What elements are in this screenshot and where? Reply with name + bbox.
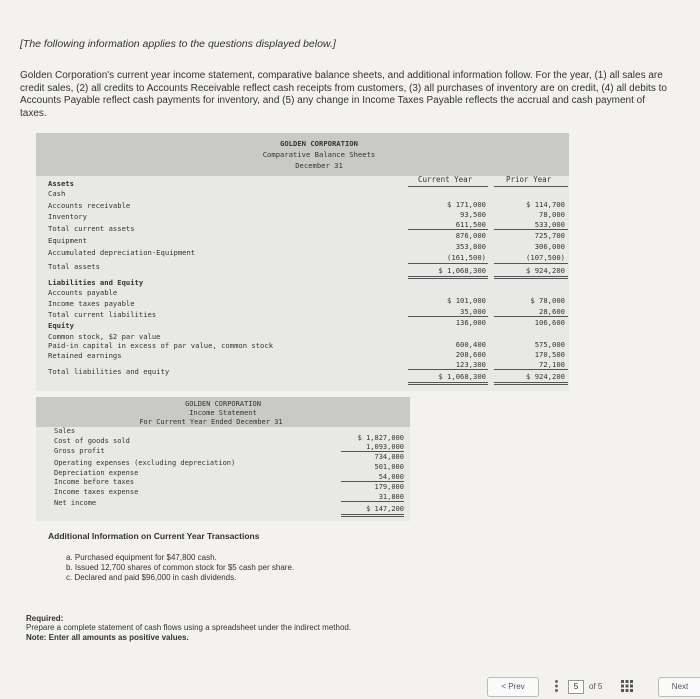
transaction-b: b. Issued 12,700 shares of common stock for $5 cash per share.: [66, 563, 295, 572]
accdep-current: (161,500): [447, 253, 486, 262]
col-header-current: Current Year: [418, 175, 473, 184]
equip-current: 353,800: [455, 242, 486, 251]
rule: [408, 316, 488, 317]
row-label: Equipment: [48, 236, 87, 245]
itp-current: 35,000: [460, 307, 486, 316]
double-rule: [341, 516, 404, 517]
tle-current: $ 1,068,300: [438, 372, 486, 381]
required-text: Prepare a complete statement of cash flows using a spreadsheet under the indirect method.: [26, 623, 352, 632]
rule: [494, 186, 568, 187]
row-label: Sales: [54, 427, 76, 435]
ap-prior: $ 78,000: [530, 296, 565, 305]
cs-current: 600,400: [455, 340, 486, 349]
dep-value: 54,000: [378, 473, 404, 481]
section-assets: Assets: [48, 179, 74, 188]
rule: [494, 316, 568, 317]
sales-value: $ 1,827,000: [357, 434, 404, 442]
double-rule: [494, 276, 568, 277]
ap-current: $ 101,000: [447, 296, 486, 305]
row-label: Income before taxes: [54, 478, 135, 486]
row-label: Paid-in capital in excess of par value, common stock: [48, 341, 274, 350]
tax-value: 31,800: [378, 493, 404, 501]
rule: [408, 229, 488, 230]
row-label: Total current assets: [48, 224, 135, 233]
income-statement: [36, 397, 410, 521]
rule: [408, 369, 488, 370]
grid-icon[interactable]: [621, 680, 633, 692]
row-label: Cash: [48, 189, 66, 198]
row-label: Operating expenses (excluding depreciation): [54, 459, 236, 467]
intro-paragraph: Golden Corporation's current year income statement, comparative balance sheets, and additional information follow. For the year, (1) all sales are credit sales, (2) all credits to Accounts Receivable reflect cash receipts from customers, (3) all purchases of inventory are on credit, (4) all debits to Accounts Payable reflect cash payments for inventory, and (5) any change in Income Taxes Payable reflects the accrual and cash payment of taxes.: [20, 70, 667, 119]
row-label: Total assets: [48, 262, 100, 271]
page-number-input[interactable]: 5: [568, 680, 584, 694]
section-liabilities-equity: Liabilities and Equity: [48, 278, 144, 287]
rule: [341, 451, 404, 452]
ibt-value: 179,000: [374, 483, 404, 491]
balance-sheet-date: December 31: [295, 161, 343, 170]
double-rule: [494, 382, 568, 383]
prev-button[interactable]: < Prev: [487, 677, 539, 697]
row-label: Common stock, $2 par value: [48, 332, 161, 341]
transaction-c: c. Declared and paid $96,000 in cash dividends.: [66, 573, 237, 582]
row-label: Income taxes expense: [54, 488, 139, 496]
ta-current: $ 1,068,300: [438, 266, 486, 275]
transaction-a: a. Purchased equipment for $47,800 cash.: [66, 553, 217, 562]
double-rule: [341, 514, 404, 515]
header-note: [The following information applies to the questions displayed below.]: [20, 38, 336, 50]
tca-prior: 725,700: [534, 231, 565, 240]
row-label: Income taxes payable: [48, 299, 135, 308]
gp-value: 734,000: [374, 453, 404, 461]
ni-value: $ 147,200: [366, 505, 404, 513]
note-text: Note: Enter all amounts as positive values.: [26, 633, 189, 642]
re-current: 123,300: [455, 360, 486, 369]
row-label: Net income: [54, 499, 97, 507]
row-label: Gross profit: [54, 447, 105, 455]
page-total: of 5: [589, 682, 603, 691]
row-label: Accounts payable: [48, 288, 118, 297]
re-prior: 72,100: [539, 360, 565, 369]
ar-prior: 78,000: [539, 210, 565, 219]
income-statement-title: GOLDEN CORPORATION: [185, 400, 261, 408]
cogs-value: 1,093,000: [366, 443, 404, 451]
rule: [341, 481, 404, 482]
row-label: Total current liabilities: [48, 310, 157, 319]
double-rule: [408, 278, 488, 279]
balance-sheet-subtitle: Comparative Balance Sheets: [262, 150, 376, 159]
required-title: Required:: [26, 614, 64, 623]
cash-prior: $ 114,700: [526, 200, 565, 209]
next-button[interactable]: Next: [658, 677, 700, 697]
dots-icon: [553, 679, 560, 693]
double-rule: [494, 384, 568, 385]
row-label: Accumulated depreciation-Equipment: [48, 248, 196, 257]
tcl-prior: 106,600: [534, 318, 565, 327]
rule: [494, 229, 568, 230]
col-header-prior: Prior Year: [506, 175, 552, 184]
balance-sheet: [36, 133, 569, 391]
inv-prior: 533,000: [534, 220, 565, 229]
income-statement-period: For Current Year Ended December 31: [139, 418, 283, 426]
ar-current: 93,500: [460, 210, 486, 219]
rule: [408, 263, 488, 264]
row-label: Retained earnings: [48, 351, 122, 360]
income-statement-subtitle: Income Statement: [189, 409, 257, 417]
rule: [408, 186, 488, 187]
row-label: Total liabilities and equity: [48, 367, 170, 376]
balance-sheet-title: GOLDEN CORPORATION: [280, 139, 358, 148]
equip-prior: 306,000: [534, 242, 565, 251]
ta-prior: $ 924,200: [526, 266, 565, 275]
rule: [494, 263, 568, 264]
row-label: Accounts receivable: [48, 201, 131, 210]
additional-info-title: Additional Information on Current Year Transactions: [48, 531, 260, 541]
double-rule: [408, 384, 488, 385]
itp-prior: 28,600: [539, 307, 565, 316]
tle-prior: $ 924,200: [526, 372, 565, 381]
rule: [494, 369, 568, 370]
row-label: Depreciation expense: [54, 469, 139, 477]
double-rule: [408, 276, 488, 277]
opex-value: 501,000: [374, 463, 404, 471]
cs-prior: 575,000: [534, 340, 565, 349]
pic-current: 208,600: [455, 350, 486, 359]
cash-current: $ 171,000: [447, 200, 486, 209]
double-rule: [408, 382, 488, 383]
double-rule: [494, 278, 568, 279]
row-label: Inventory: [48, 212, 87, 221]
tca-current: 876,000: [455, 231, 486, 240]
accdep-prior: (107,500): [526, 253, 565, 262]
tcl-current: 136,000: [455, 318, 486, 327]
row-label: Cost of goods sold: [54, 437, 130, 445]
rule: [341, 501, 404, 502]
inv-current: 611,500: [455, 220, 486, 229]
pic-prior: 170,500: [534, 350, 565, 359]
section-equity: Equity: [48, 321, 74, 330]
